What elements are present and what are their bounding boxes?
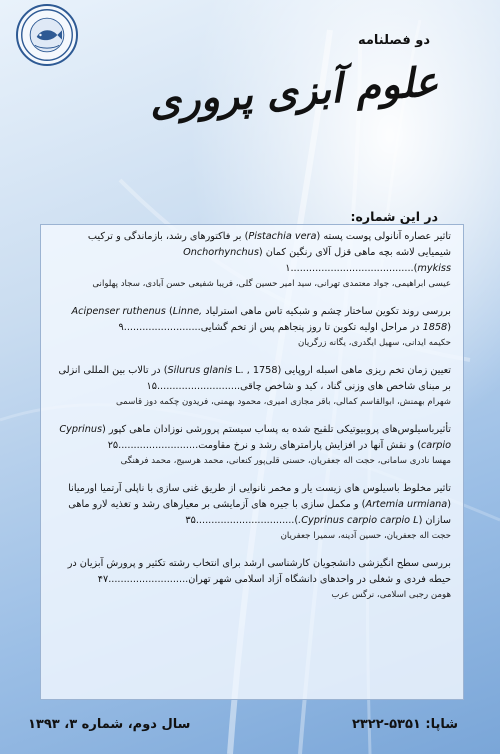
page-number: ۴۷ (97, 574, 109, 585)
issn-number: شاپا: ۵۳۵۱-۲۳۲۲ (351, 717, 458, 732)
table-of-contents (40, 224, 464, 700)
in-this-issue-heading: در این شماره: (350, 209, 438, 224)
species-name: Cyprinus carpio (59, 424, 451, 451)
toc-article (53, 422, 451, 469)
article-authors: حکیمه ایدانی، سهیل ایگدری، یگانه زرگریان (297, 338, 451, 348)
article-authors: شهرام بهمنش، ابوالقاسم کمالی، باقر مجازی امیری، محمود بهمنی، فریدون چکمه دوز قاسمی (116, 397, 451, 407)
page-number: ۲۵ (107, 440, 119, 451)
toc-article (53, 229, 451, 292)
species-name: Cyprinus carpio carpio L. (298, 515, 419, 526)
article-title (53, 304, 451, 336)
species-name: Onchorhynchus mykiss (183, 247, 451, 274)
species-name: Pistachia vera (248, 231, 317, 242)
title-text: ) در مراحل اولیه تکوین تا روز پنجاهم پس از تخم گشایی......................... (123, 322, 451, 333)
article-title (53, 229, 451, 277)
journal-title: علوم آبزی پروری (147, 58, 440, 126)
volume-issue-year: سال دوم، شماره ۳، ۱۳۹۳ (28, 717, 191, 732)
article-title (53, 481, 451, 529)
society-logo (16, 4, 78, 66)
title-text: تعیین زمان تخم ریزی ماهی اسبله اروپایی ( (277, 365, 451, 376)
article-title (53, 422, 451, 454)
page-number: ۱ (285, 263, 291, 274)
article-title (53, 363, 451, 395)
species-name: Linne, 1858 (172, 306, 448, 333)
species-name: Artemia urmiana (365, 499, 448, 510)
title-text: )........................................ (290, 263, 418, 274)
article-title (53, 556, 451, 588)
title-text: بررسی روند تکوین ساختار چشم و شبکیه تاس ماهی استرلیاد (202, 306, 451, 317)
title-text: L. , 1758) در تالاب بین المللی انزلی بر مبنای شاخص های وزنی گناد ، کبد و شاخص چاقی........................... (58, 365, 451, 392)
species-name: Silurus glanis (167, 365, 233, 376)
species-name: Acipenser ruthenus (71, 306, 166, 317)
title-text: ) و نقش آنها در افزایش پارامترهای رشد و نرخ مقاومت.......................... (118, 440, 421, 451)
title-text: ) و مکمل سازی با جیره های آزمایشی بر معیارهای رشد و تغذیه لارو ماهی سازان ( (68, 499, 451, 526)
title-text: تاثیر مخلوط باسیلوس های زیست یار و مخمر نانوایی از طریق غنی سازی با ناپلی آرتمیا اورمیانا ( (68, 483, 451, 510)
toc-article (53, 363, 451, 410)
title-text: تأثیرباسیلوس‌های پروبیوتیکی تلقیح شده به پساب سیستم پرورشی نوزادان ماهی کپور ( (102, 424, 451, 435)
page-number: ۹ (118, 322, 124, 333)
article-authors: حجت اله جعفریان، حسین آدینه، سمیرا جعفریان (280, 531, 451, 541)
journal-frequency: دو فصلنامه (357, 33, 430, 48)
title-text: )................................ (195, 515, 299, 526)
title-text: ) بر فاکتورهای رشد، بازماندگی و ترکیب شیمیایی لاشه بچه ماهی قزل آلای رنگین کمان ( (87, 231, 451, 258)
title-text: ( (165, 306, 173, 317)
toc-article (53, 481, 451, 544)
page-number: ۳۵ (185, 515, 196, 526)
toc-article (53, 556, 451, 603)
article-authors: هومن رجبی اسلامی، نرگس عرب (331, 590, 451, 600)
article-authors: عیسی ابراهیمی، جواد معتمدی تهرانی، سید امیر حسین گلی، فریبا شفیعی حسن آبادی، سجاد پهلوانی (92, 279, 451, 289)
title-text: تاثیر عصاره آنانولی پوست پسته ( (316, 231, 451, 242)
article-authors: مهسا نادری سامانی، حجت اله جعفریان، حسنی قلی‌پور کنعانی، محمد هرسیج، محمد فرهنگی (120, 456, 451, 466)
title-text: بررسی سطح انگیزشی دانشجویان کارشناسی ارشد برای انتخاب رشته تکثیر و پرورش آبزیان در حیطه فردی و شغلی در واحدهای دانشگاه آزاد اسلامی شهر تهران.......................... (67, 558, 451, 585)
page-number: ۱۵ (146, 381, 157, 392)
toc-article (53, 304, 451, 351)
